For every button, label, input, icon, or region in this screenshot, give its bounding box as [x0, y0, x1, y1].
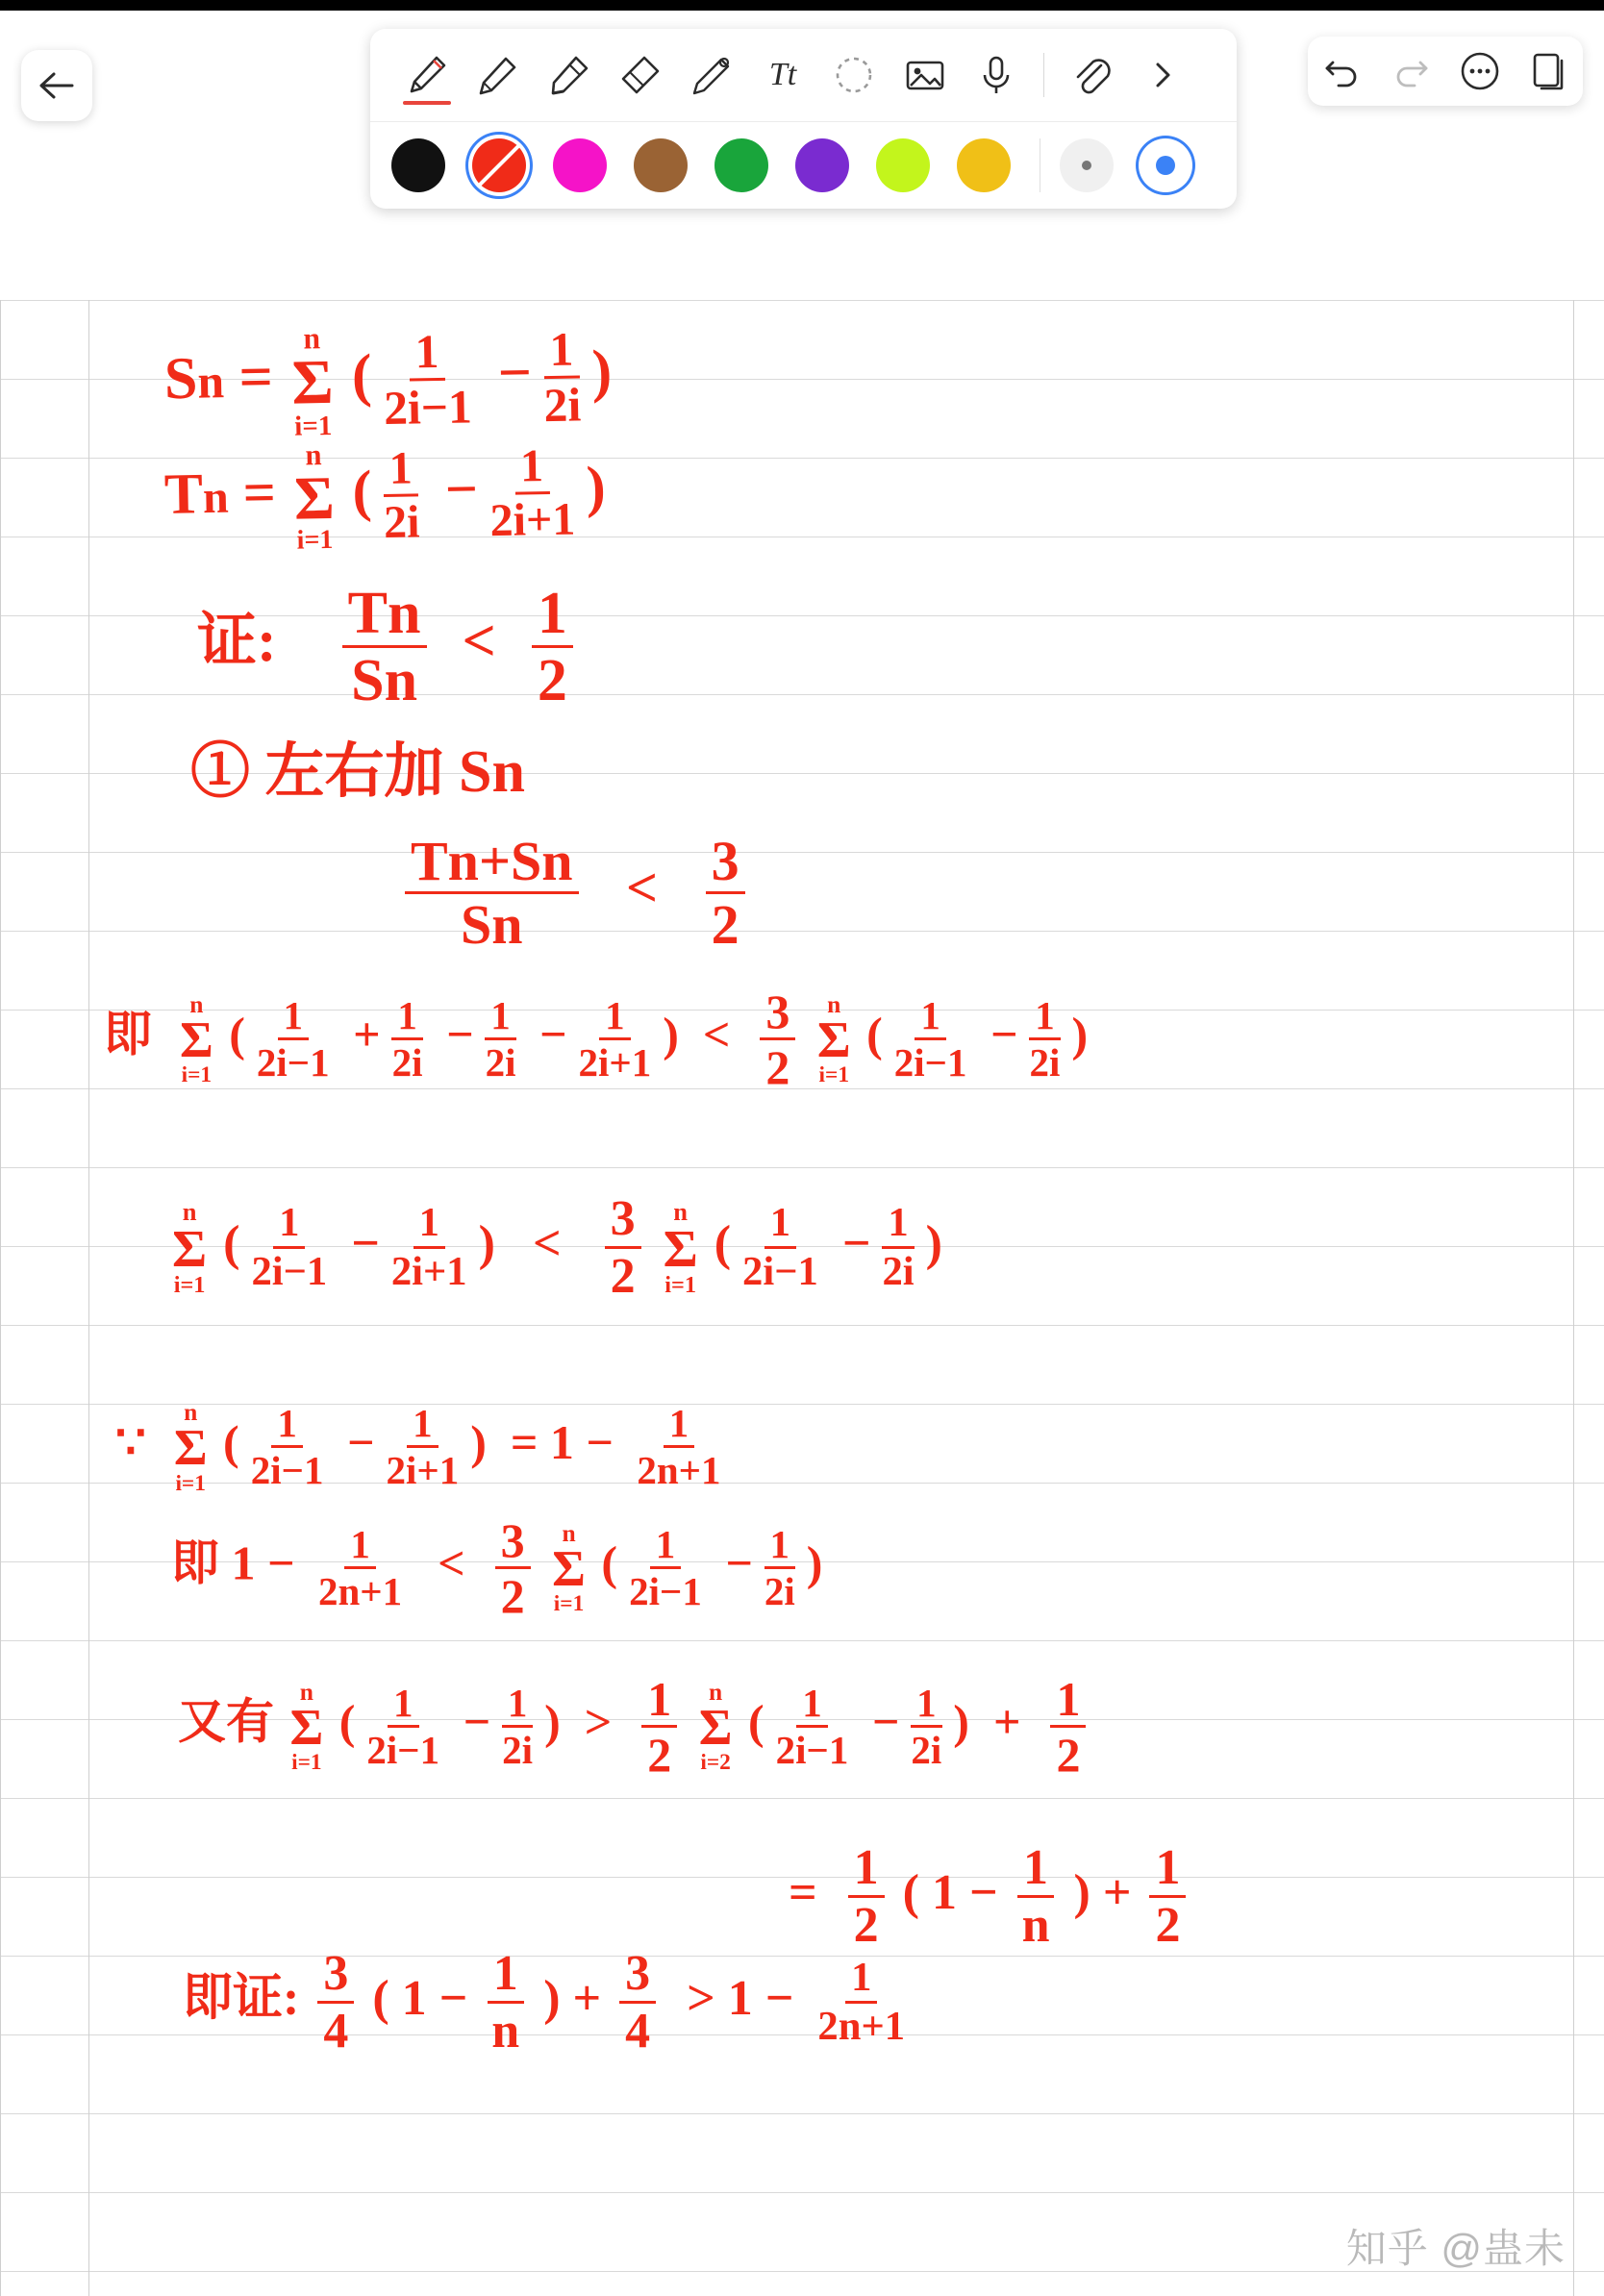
- pen-tool[interactable]: [391, 39, 463, 111]
- highlighter-tool[interactable]: [534, 39, 605, 111]
- audio-tool[interactable]: [961, 39, 1032, 111]
- size-dot-small-icon: [1082, 161, 1091, 170]
- image-icon: [900, 50, 950, 100]
- handwriting-line: 即证: $\frac{3}{4}$ ( 1 − $\frac{1}{n}$ ) + $\frac{3}{4}$ > 1 − $\frac{1}{2n+1}$: [183, 1946, 906, 2059]
- handwriting-line: = $\frac{1}{2}$ ( 1 − $\frac{1}{n}$ ) + $\frac{1}{2}$: [789, 1843, 1191, 1951]
- undo-icon: [1323, 55, 1362, 87]
- handwriting-line: $\frac{Tn+Sn}{Sn}$ < $\frac{3}{2}$: [399, 834, 751, 953]
- image-tool[interactable]: [890, 39, 961, 111]
- ellipsis-icon: [1459, 50, 1501, 92]
- handwriting-line: 即 n Σ i=1 ( $\frac{1}{2i-1}$ + $\frac{1}{2i}$ − $\frac{1}{2i}$ − $\frac{1}{2i+1}$ ) < $\frac{3}{2}$ n Σ i=1 ( $\frac{1}{2i-1}$ − $\frac{1}{2i}$ ): [104, 985, 1089, 1094]
- shape-circle-icon: [829, 50, 879, 100]
- pencil-icon: [473, 50, 523, 100]
- eraser-icon: [615, 50, 665, 100]
- drawing-toolbar[interactable]: [370, 29, 1237, 209]
- handwriting-line: n Σ i=1 ( $\frac{1}{2i-1}$ − $\frac{1}{2i+1}$ ) < $\frac{3}{2}$ n Σ i=1 ( $\frac{1}{2i-1}$ − $\frac{1}{2i}$ ): [172, 1191, 942, 1304]
- note-canvas[interactable]: [0, 300, 1604, 2296]
- color-swatch-green[interactable]: [714, 138, 768, 192]
- pages-button[interactable]: [1519, 42, 1577, 100]
- redo-button[interactable]: [1382, 42, 1440, 100]
- handwriting-line: Sn = n Σ i=1 ( $\frac{1}{2i-1}$ − $\frac{1}{2i}$ ): [163, 321, 613, 442]
- microphone-icon: [971, 50, 1021, 100]
- text-tool[interactable]: [747, 39, 818, 111]
- color-swatch-red[interactable]: [472, 138, 526, 192]
- undo-button[interactable]: [1314, 42, 1371, 100]
- handwriting-line: 又有 n Σ i=1 ( $\frac{1}{2i-1}$ − $\frac{1}{2i}$ ) > $\frac{1}{2}$ n Σ i=2 ( $\frac{1}{2i-1}$ − $\frac{1}{2i}$ ) + $\frac{1}{2}$: [178, 1675, 1091, 1779]
- toolbar-more-button[interactable]: [1127, 39, 1198, 111]
- color-swatch-black[interactable]: [391, 138, 445, 192]
- pages-icon: [1529, 50, 1567, 92]
- color-swatch-purple[interactable]: [795, 138, 849, 192]
- lasso-tool[interactable]: [676, 39, 747, 111]
- pencil-tool[interactable]: [463, 39, 534, 111]
- arrow-left-icon: [38, 71, 75, 100]
- paperclip-icon: [1066, 50, 1116, 100]
- highlighter-icon: [544, 50, 594, 100]
- text-tool-label: Tt: [768, 57, 797, 92]
- pen-icon: [402, 50, 452, 100]
- color-swatch-lime[interactable]: [876, 138, 930, 192]
- handwriting-line: 即 1 − $\frac{1}{2n+1}$ < $\frac{3}{2}$ n Σ i=1 ( $\frac{1}{2i-1}$ − $\frac{1}{2i}$ ): [171, 1513, 823, 1623]
- status-bar: [0, 0, 1604, 11]
- handwriting-line: Tn = n Σ i=1 ( $\frac{1}{2i}$ − $\frac{1}{2i+1}$ ): [163, 438, 607, 556]
- page-edge-left: [0, 300, 1, 2296]
- color-swatch-magenta[interactable]: [553, 138, 607, 192]
- more-button[interactable]: [1451, 42, 1509, 100]
- color-swatch-brown[interactable]: [634, 138, 688, 192]
- back-button[interactable]: [21, 50, 92, 121]
- chevron-right-icon: [1145, 58, 1180, 92]
- attach-tool[interactable]: [1056, 39, 1127, 111]
- handwriting-line: 证: $\frac{Tn}{Sn}$ < $\frac{1}{2}$: [197, 584, 579, 711]
- handwriting-line: ① 左右加 Sn: [190, 739, 525, 805]
- handwriting-line: ∵ n Σ i=1 ( $\frac{1}{2i-1}$ − $\frac{1}{2i+1}$ ) = 1 − $\frac{1}{2n+1}$: [115, 1398, 721, 1496]
- toolbar-divider: [1043, 53, 1044, 97]
- editor-controls[interactable]: [1308, 37, 1583, 106]
- stroke-size-medium[interactable]: [1139, 138, 1192, 192]
- margin-rule: [88, 300, 89, 2296]
- lasso-icon: [687, 50, 737, 100]
- tool-row[interactable]: [370, 29, 1237, 121]
- eraser-tool[interactable]: [605, 39, 676, 111]
- shape-tool[interactable]: [818, 39, 890, 111]
- color-swatch-yellow[interactable]: [957, 138, 1011, 192]
- color-palette-row[interactable]: [370, 121, 1237, 209]
- redo-icon: [1391, 55, 1430, 87]
- page-edge-right: [1573, 300, 1574, 2296]
- size-dot-medium-icon: [1156, 156, 1175, 175]
- watermark: 知乎 @蛊未: [1345, 2226, 1566, 2271]
- stroke-size-small[interactable]: [1060, 138, 1114, 192]
